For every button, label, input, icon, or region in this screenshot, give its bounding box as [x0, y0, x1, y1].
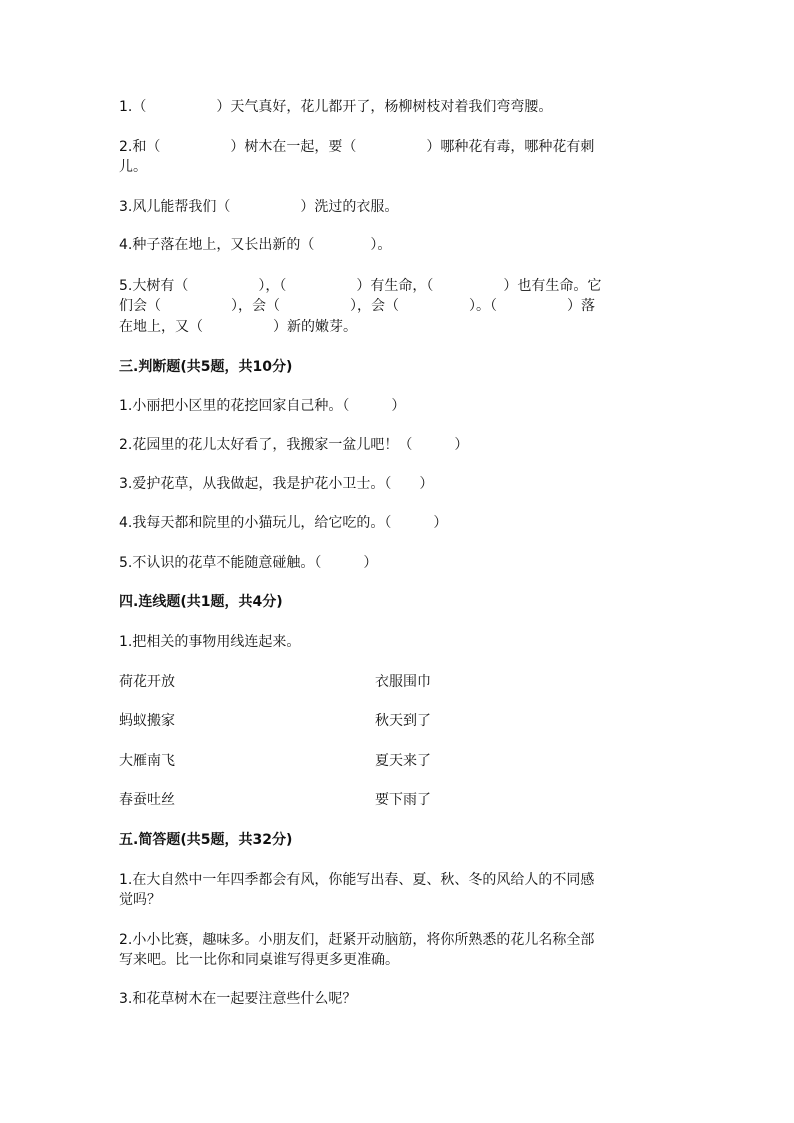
match-right-1: 衣服围巾 — [375, 674, 431, 690]
match-right-3: 夏天来了 — [375, 753, 431, 769]
fill-blank-q5-line1: 5.大树有（ ），（ ）有生命，（ ）也有生命。它 — [119, 278, 602, 294]
judge-item-2: 2.花园里的花儿太好看了，我搬家一盆儿吧！（ ） — [119, 437, 469, 453]
matching-instruction: 1.把相关的事物用线连起来。 — [119, 634, 301, 650]
judge-item-3: 3.爱护花草，从我做起，我是护花小卫士。（ ） — [119, 476, 434, 492]
judge-item-4: 4.我每天都和院里的小猫玩儿，给它吃的。（ ） — [119, 515, 448, 531]
judge-item-1: 1.小丽把小区里的花挖回家自己种。（ ） — [119, 398, 406, 414]
judge-item-5: 5.不认识的花草不能随意碰触。（ ） — [119, 555, 378, 571]
fill-blank-q2-line1: 2.和（ ）树木在一起，要（ ）哪种花有毒，哪种花有刺 — [119, 139, 595, 155]
short-answer-q1-line1: 1.在大自然中一年四季都会有风，你能写出春、夏、秋、冬的风给人的不同感 — [119, 872, 595, 888]
match-right-2: 秋天到了 — [375, 713, 431, 729]
section5-heading: 五.简答题(共5题，共32分) — [119, 832, 293, 848]
fill-blank-q3-line1: 3.风儿能帮我们（ ）洗过的衣服。 — [119, 199, 399, 215]
fill-blank-q5-line2: 们会（ ），会（ ），会（ ）。（ ）落 — [119, 298, 595, 314]
match-right-4: 要下雨了 — [375, 792, 431, 808]
short-answer-q2-line1: 2.小小比赛，趣味多。小朋友们，赶紧开动脑筋，将你所熟悉的花儿名称全部 — [119, 932, 595, 948]
section3-heading: 三.判断题(共5题，共10分) — [119, 359, 293, 375]
match-left-2: 蚂蚁搬家 — [119, 713, 175, 729]
short-answer-q2-line2: 写来吧。比一比你和同桌谁写得更多更准确。 — [119, 952, 399, 968]
match-left-1: 荷花开放 — [119, 674, 175, 690]
fill-blank-q1-line1: 1.（ ）天气真好，花儿都开了，杨柳树枝对着我们弯弯腰。 — [119, 99, 553, 115]
fill-blank-q2-line2: 儿。 — [119, 159, 147, 175]
section4-heading: 四.连线题(共1题，共4分) — [119, 594, 283, 610]
fill-blank-q4-line1: 4.种子落在地上，又长出新的（ ）。 — [119, 237, 392, 253]
short-answer-q3-line1: 3.和花草树木在一起要注意些什么呢？ — [119, 991, 357, 1007]
fill-blank-q5-line3: 在地上，又（ ）新的嫩芽。 — [119, 319, 357, 335]
short-answer-q1-line2: 觉吗？ — [119, 892, 161, 908]
match-left-4: 春蚕吐丝 — [119, 792, 175, 808]
match-left-3: 大雁南飞 — [119, 753, 175, 769]
